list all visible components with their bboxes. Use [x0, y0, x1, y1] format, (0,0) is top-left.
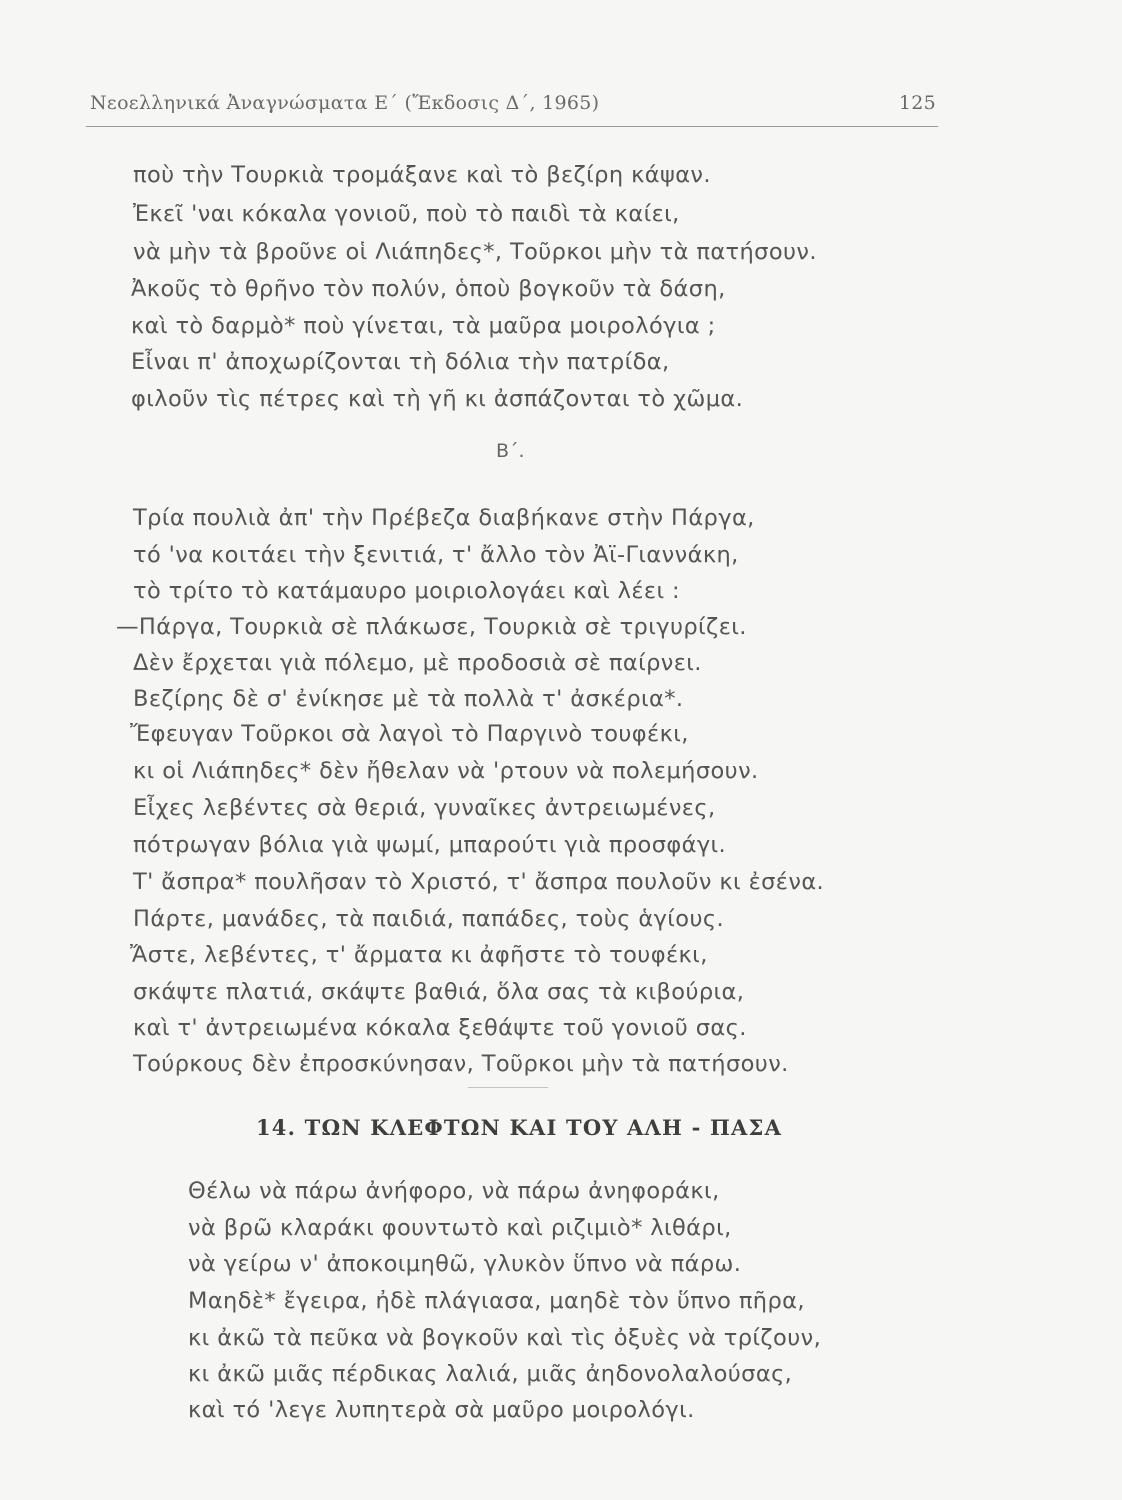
verse-line: Τούρκους δὲν ἐπροσκύνησαν, Τοῦρκοι μὴν τὰ πατήσουν.: [133, 1051, 789, 1077]
verse-line: Ἀκοῦς τὸ θρῆνο τὸν πολύν, ὁποὺ βογκοῦν τὰ δάση,: [131, 276, 726, 302]
verse-line: πότρωγαν βόλια γιὰ ψωμί, μπαρούτι γιὰ προσφάγι.: [133, 832, 727, 858]
verse-line: καὶ τό 'λεγε λυπητερὰ σὰ μαῦρο μοιρολόγι.: [188, 1397, 695, 1423]
verse-line: —Πάργα, Τουρκιὰ σὲ πλάκωσε, Τουρκιὰ σὲ τριγυρίζει.: [116, 614, 747, 640]
verse-line: Τ' ἄσπρα* πουλῆσαν τὸ Χριστό, τ' ἄσπρα πουλοῦν κι ἐσένα.: [133, 869, 825, 895]
verse-line: Ἐκεῖ 'ναι κόκαλα γονιοῦ, ποὺ τὸ παιδὶ τὰ καίει,: [133, 201, 680, 227]
verse-line: Δὲν ἔρχεται γιὰ πόλεμο, μὲ προδοσιὰ σὲ παίρνει.: [133, 650, 702, 676]
verse-line: Θέλω νὰ πάρω ἀνήφορο, νὰ πάρω ἀνηφοράκι,: [188, 1178, 720, 1204]
verse-line: Πάρτε, μανάδες, τὰ παιδιά, παπάδες, τοὺς ἁγίους.: [133, 906, 725, 932]
verse-line: κι οἱ Λιάπηδες* δὲν ἤθελαν νὰ 'ρτουν νὰ πολεμήσουν.: [133, 758, 759, 784]
poem-heading: 14. ΤΩΝ ΚΛΕΦΤΩΝ ΚΑΙ ΤΟΥ ΑΛΗ - ΠΑΣΑ: [256, 1115, 783, 1140]
verse-line: σκάψτε πλατιά, σκάψτε βαθιά, ὅλα σας τὰ κιβούρια,: [133, 979, 745, 1005]
verse-line: τό 'να κοιτάει τὴν ξενιτιά, τ' ἄλλο τὸν Ἀϊ-Γιαννάκη,: [133, 542, 739, 568]
verse-line: νὰ βρῶ κλαράκι φουντωτὸ καὶ ριζιμιὸ* λιθάρι,: [188, 1215, 732, 1241]
section-mark: Β΄.: [496, 440, 525, 462]
verse-line: Εἶναι π' ἀποχωρίζονται τὴ δόλια τὴν πατρίδα,: [131, 349, 670, 375]
verse-line: Βεζίρης δὲ σ' ἐνίκησε μὲ τὰ πολλὰ τ' ἀσκέρια*.: [133, 686, 684, 712]
verse-line: Μαηδὲ* ἔγειρα, ἠδὲ πλάγιασα, μαηδὲ τὸν ὕπνο πῆρα,: [188, 1288, 805, 1314]
verse-line: τὸ τρίτο τὸ κατάμαυρο μοιριολογάει καὶ λέει :: [133, 578, 681, 604]
verse-line: Ἔφευγαν Τοῦρκοι σὰ λαγοὶ τὸ Παργινὸ τουφέκι,: [130, 721, 689, 747]
running-title: Νεοελληνικά Ἀναγνώσματα Ε΄ (Ἔκδοσις Δ΄, 1965): [90, 92, 600, 114]
verse-line: Τρία πουλιὰ ἀπ' τὴν Πρέβεζα διαβήκανε στὴν Πάργα,: [133, 505, 755, 531]
verse-line: καὶ τ' ἀντρειωμένα κόκαλα ξεθάψτε τοῦ γονιοῦ σας.: [133, 1015, 747, 1041]
verse-line: κι ἀκῶ τὰ πεῦκα νὰ βογκοῦν καὶ τὶς ὀξυὲς νὰ τρίζουν,: [188, 1325, 822, 1351]
page-number: 125: [898, 92, 936, 114]
verse-line: ποὺ τὴν Τουρκιὰ τρομάξανε καὶ τὸ βεζίρη κάψαν.: [133, 162, 711, 188]
verse-line: φιλοῦν τὶς πέτρες καὶ τὴ γῆ κι ἀσπάζονται τὸ χῶμα.: [131, 386, 744, 412]
verse-line: νὰ γείρω ν' ἀποκοιμηθῶ, γλυκὸν ὕπνο νὰ πάρω.: [188, 1251, 742, 1277]
verse-line: Εἶχες λεβέντες σὰ θεριά, γυναῖκες ἀντρειωμένες,: [133, 795, 716, 821]
section-divider: [468, 1087, 548, 1088]
verse-line: καὶ τὸ δαρμὸ* ποὺ γίνεται, τὰ μαῦρα μοιρολόγια ;: [131, 313, 716, 339]
verse-line: Ἄστε, λεβέντες, τ' ἄρματα κι ἀφῆστε τὸ τουφέκι,: [130, 942, 708, 968]
verse-line: νὰ μὴν τὰ βροῦνε οἱ Λιάπηδες*, Τοῦρκοι μὴν τὰ πατήσουν.: [133, 239, 817, 265]
verse-line: κι ἀκῶ μιᾶς πέρδικας λαλιά, μιᾶς ἀηδονολαλούσας,: [188, 1361, 793, 1387]
